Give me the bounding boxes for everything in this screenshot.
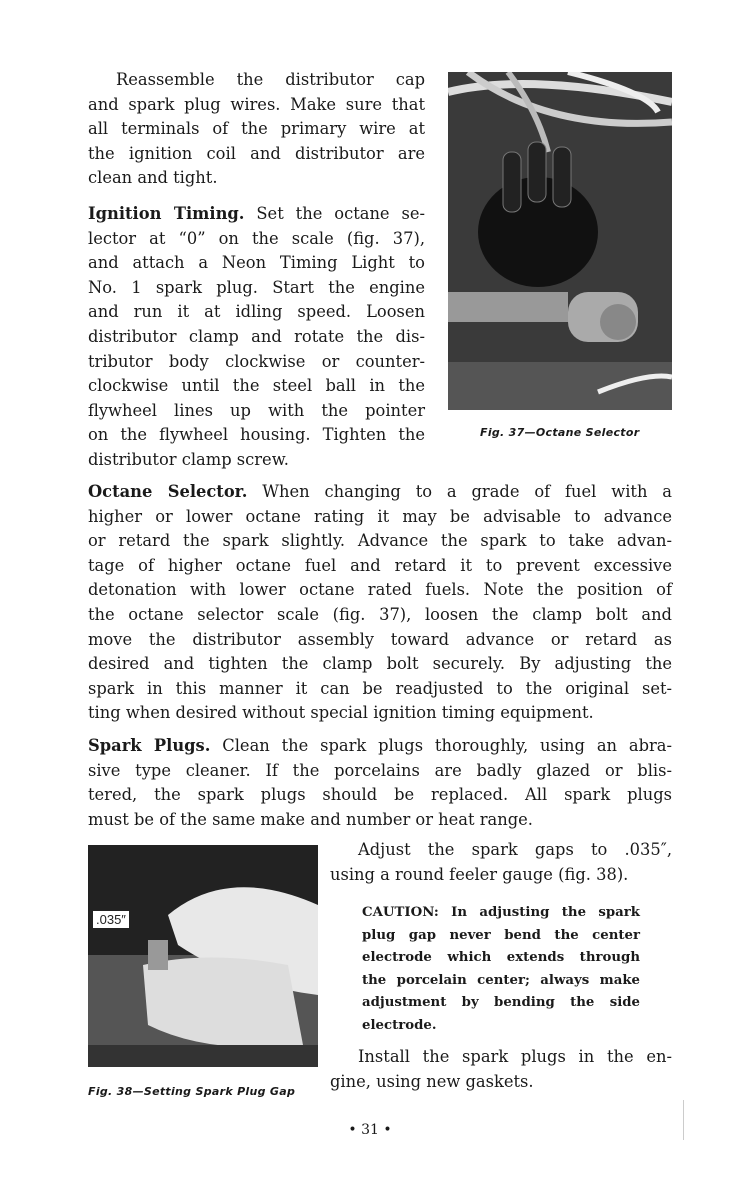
fig37-distributor-photo bbox=[448, 72, 672, 410]
text-line bbox=[330, 838, 672, 863]
line-text: Set the octane se- bbox=[244, 204, 425, 223]
line-text: or retard the spark slightly. Advance the spark to take advan- bbox=[88, 531, 672, 551]
text-line bbox=[88, 677, 672, 702]
text-line bbox=[330, 1045, 672, 1070]
caution-line: CAUTION: In adjusting the spark bbox=[362, 905, 640, 920]
text-line bbox=[330, 1070, 672, 1095]
line-text: all terminals of the primary wire at bbox=[88, 119, 425, 139]
text-line bbox=[88, 227, 425, 252]
paragraph-ignition-timing bbox=[88, 202, 425, 473]
text-line bbox=[88, 578, 672, 603]
text-line bbox=[88, 93, 425, 118]
text-line bbox=[88, 529, 672, 554]
line-text: ting when desired without special ignition timing equipment. bbox=[88, 703, 594, 723]
line-text: gine, using new gaskets. bbox=[330, 1071, 534, 1091]
fig38-spark-plug-gap-photo bbox=[88, 845, 318, 1067]
line-text: distributor clamp and rotate the dis- bbox=[88, 326, 425, 346]
text-line bbox=[88, 300, 425, 325]
line-text: Clean the spark plugs thoroughly, using an abra- bbox=[210, 736, 672, 755]
line-text: desired and tighten the clamp bolt securely. By adjusting the bbox=[88, 654, 672, 674]
line-text: Adjust the spark gaps to .035″, bbox=[358, 840, 672, 859]
line-text: move the distributor assembly toward advance or retard as bbox=[88, 629, 672, 649]
line-text: on the flywheel housing. Tighten the bbox=[88, 425, 425, 445]
line-text: the octane selector scale (fig. 37), loosen the clamp bolt and bbox=[88, 604, 672, 624]
caution-note bbox=[362, 902, 640, 1038]
paragraph-install bbox=[330, 1045, 672, 1094]
line-text: distributor clamp screw. bbox=[88, 449, 289, 469]
line-text: detonation with lower octane rated fuels. Note the position of bbox=[88, 580, 672, 600]
line-text: tributor body clockwise or counter- bbox=[88, 351, 425, 371]
line-text: tage of higher octane fuel and retard it to prevent excessive bbox=[88, 555, 672, 575]
paragraph-spark-plugs bbox=[88, 734, 672, 832]
section-heading: Octane Selector. bbox=[88, 482, 248, 501]
paragraph-reassemble bbox=[88, 68, 425, 191]
line-text: flywheel lines up with the pointer bbox=[88, 400, 425, 420]
line-text: Install the spark plugs in the en- bbox=[358, 1047, 672, 1066]
caution-line: the porcelain center; always make bbox=[362, 972, 640, 988]
caution-line: electrode which extends through bbox=[362, 950, 640, 966]
line-text: spark in this manner it can be readjusted to the original set- bbox=[88, 678, 672, 698]
text-line bbox=[88, 202, 425, 227]
text-line bbox=[88, 701, 672, 726]
text-line bbox=[88, 251, 425, 276]
text-line bbox=[88, 505, 672, 530]
line-text: clockwise until the steel ball in the bbox=[88, 376, 425, 396]
line-text: When changing to a grade of fuel with a bbox=[247, 482, 673, 501]
fig38-caption: Fig. 38—Setting Spark Plug Gap bbox=[88, 1085, 296, 1098]
text-line bbox=[88, 603, 672, 628]
gap-measurement-label: .035″ bbox=[93, 911, 129, 928]
text-line bbox=[88, 480, 672, 505]
line-text: higher or lower octane rating it may be advisable to advance bbox=[88, 506, 672, 526]
text-line bbox=[88, 783, 672, 808]
paragraph-octane-selector bbox=[88, 480, 672, 726]
line-text: No. 1 spark plug. Start the engine bbox=[88, 277, 425, 297]
text-line bbox=[88, 142, 425, 167]
text-line bbox=[88, 628, 672, 653]
fig37-caption: Fig. 37—Octane Selector bbox=[480, 426, 640, 439]
line-text: using a round feeler gauge (fig. 38). bbox=[330, 864, 629, 884]
text-line bbox=[88, 554, 672, 579]
text-line bbox=[88, 166, 425, 191]
text-line bbox=[88, 759, 672, 784]
text-line bbox=[88, 652, 672, 677]
text-line bbox=[88, 734, 672, 759]
section-heading: Ignition Timing. bbox=[88, 204, 245, 223]
text-line bbox=[88, 350, 425, 375]
line-text: lector at “0” on the scale (fig. 37), bbox=[88, 228, 425, 248]
line-text: clean and tight. bbox=[88, 168, 218, 188]
line-text: and attach a Neon Timing Light to bbox=[88, 253, 425, 273]
section-heading: Spark Plugs. bbox=[88, 736, 211, 755]
line-text: Reassemble the distributor cap bbox=[116, 70, 425, 89]
scan-edge-line bbox=[683, 1100, 684, 1140]
page-number: • 31 • bbox=[348, 1122, 392, 1138]
text-line bbox=[88, 374, 425, 399]
line-text: must be of the same make and number or heat range. bbox=[88, 809, 533, 829]
caution-line: adjustment by bending the side bbox=[362, 995, 640, 1011]
text-line bbox=[88, 399, 425, 424]
text-line bbox=[330, 863, 672, 888]
line-text: and spark plug wires. Make sure that bbox=[88, 94, 425, 114]
caution-line: electrode. bbox=[362, 1017, 437, 1033]
line-text: sive type cleaner. If the porcelains are badly glazed or blis- bbox=[88, 760, 672, 780]
text-line bbox=[88, 448, 425, 473]
text-line bbox=[88, 68, 425, 93]
caution-line: plug gap never bend the center bbox=[362, 927, 640, 943]
text-line bbox=[88, 276, 425, 301]
text-line bbox=[88, 808, 672, 833]
line-text: tered, the spark plugs should be replaced. All spark plugs bbox=[88, 785, 672, 805]
line-text: and run it at idling speed. Loosen bbox=[88, 302, 425, 322]
text-line bbox=[88, 117, 425, 142]
text-line bbox=[88, 423, 425, 448]
line-text: the ignition coil and distributor are bbox=[88, 143, 425, 163]
text-line bbox=[88, 325, 425, 350]
paragraph-adjust-gap bbox=[330, 838, 672, 887]
